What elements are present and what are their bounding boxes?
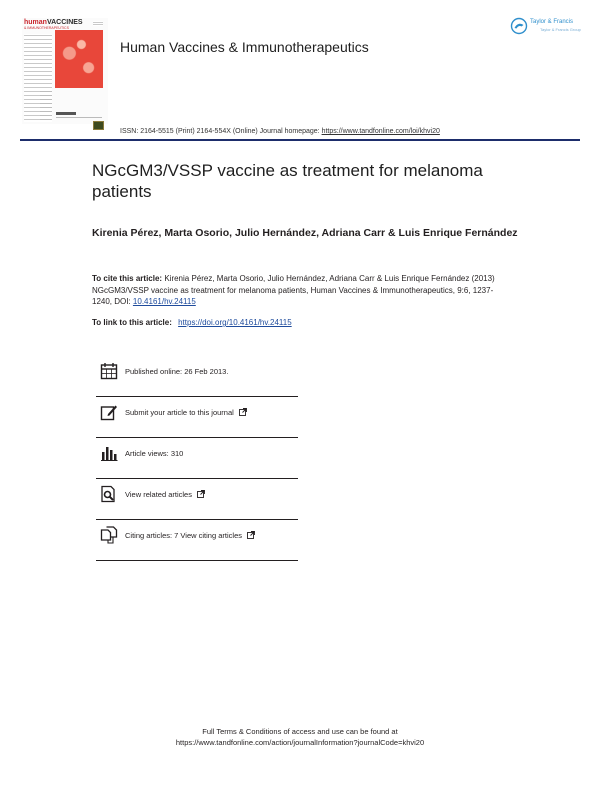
submit-article-text: Submit your article to this journal xyxy=(125,408,234,417)
info-divider xyxy=(96,519,298,520)
publisher-subtitle: Taylor & Francis Group xyxy=(540,27,581,32)
external-link-icon xyxy=(239,408,247,416)
info-divider xyxy=(96,560,298,561)
citation-block xyxy=(92,273,511,308)
publisher-name: Taylor & Francis xyxy=(530,19,574,25)
doi-link[interactable]: 10.4161/hv.24115 xyxy=(132,297,196,306)
submit-article-row[interactable] xyxy=(96,401,298,442)
cover-artwork xyxy=(55,30,103,88)
footer-terms-link[interactable]: https://www.tandfonline.com/action/journalInformation?journalCode=khvi20 xyxy=(175,738,425,747)
citation-label: To cite this article: xyxy=(92,274,163,283)
article-authors: Kirenia Pérez, Marta Osorio, Julio Hernández, Adriana Carr & Luis Enrique Fernández xyxy=(92,227,518,239)
article-views-text: Article views: 310 xyxy=(125,449,184,458)
bar-chart-icon xyxy=(100,444,118,462)
header-divider xyxy=(20,139,580,141)
open-access-icon xyxy=(93,121,104,130)
article-title: NGcGM3/VSSP vaccine as treatment for melanoma patients xyxy=(92,161,483,201)
citing-articles-row[interactable] xyxy=(96,524,298,565)
journal-homepage-link[interactable]: https://www.tandfonline.com/loi/khvi20 xyxy=(321,128,440,135)
edit-icon xyxy=(100,403,118,421)
published-online-text: Published online: 26 Feb 2013. xyxy=(125,367,229,376)
article-doi-url-link[interactable]: https://doi.org/10.4161/hv.24115 xyxy=(178,318,292,327)
related-articles-text: View related articles xyxy=(125,490,192,499)
footer-terms-text: Full Terms & Conditions of access and use can be found at xyxy=(202,727,398,736)
info-divider xyxy=(96,478,298,479)
related-articles-row[interactable] xyxy=(96,483,298,524)
journal-title: Human Vaccines & Immunotherapeutics xyxy=(120,39,369,55)
taylor-francis-logo-icon xyxy=(510,17,528,35)
info-divider xyxy=(96,437,298,438)
citing-documents-icon xyxy=(100,526,118,544)
citing-articles-text: Citing articles: 7 View citing articles xyxy=(125,531,242,540)
journal-cover-thumbnail xyxy=(22,18,108,124)
issn-line xyxy=(120,128,440,135)
article-link-line xyxy=(92,318,292,327)
article-link-label: To link to this article: xyxy=(92,318,172,327)
article-views-row xyxy=(96,442,298,483)
cover-brand: humanVACCINES xyxy=(24,19,83,26)
search-document-icon xyxy=(100,485,118,503)
external-link-icon xyxy=(247,531,255,539)
citation-text: Kirenia Pérez, Marta Osorio, Julio Hernández, Adriana Carr & Luis Enrique Fernández (2013) NGcGM3/VSSP vaccine as treatment for melanoma patients, Human Vaccines & Immunotherapeutics, 9:6, 1237-1240, DOI: xyxy=(92,274,495,306)
issn-text: ISSN: 2164-5515 (Print) 2164-554X (Online) Journal homepage: xyxy=(120,128,320,135)
published-online-row xyxy=(96,360,298,401)
external-link-icon xyxy=(197,490,205,498)
calendar-icon xyxy=(100,362,118,380)
info-divider xyxy=(96,396,298,397)
cover-brand-subtitle: & IMMUNOTHERAPEUTICS xyxy=(24,26,69,30)
